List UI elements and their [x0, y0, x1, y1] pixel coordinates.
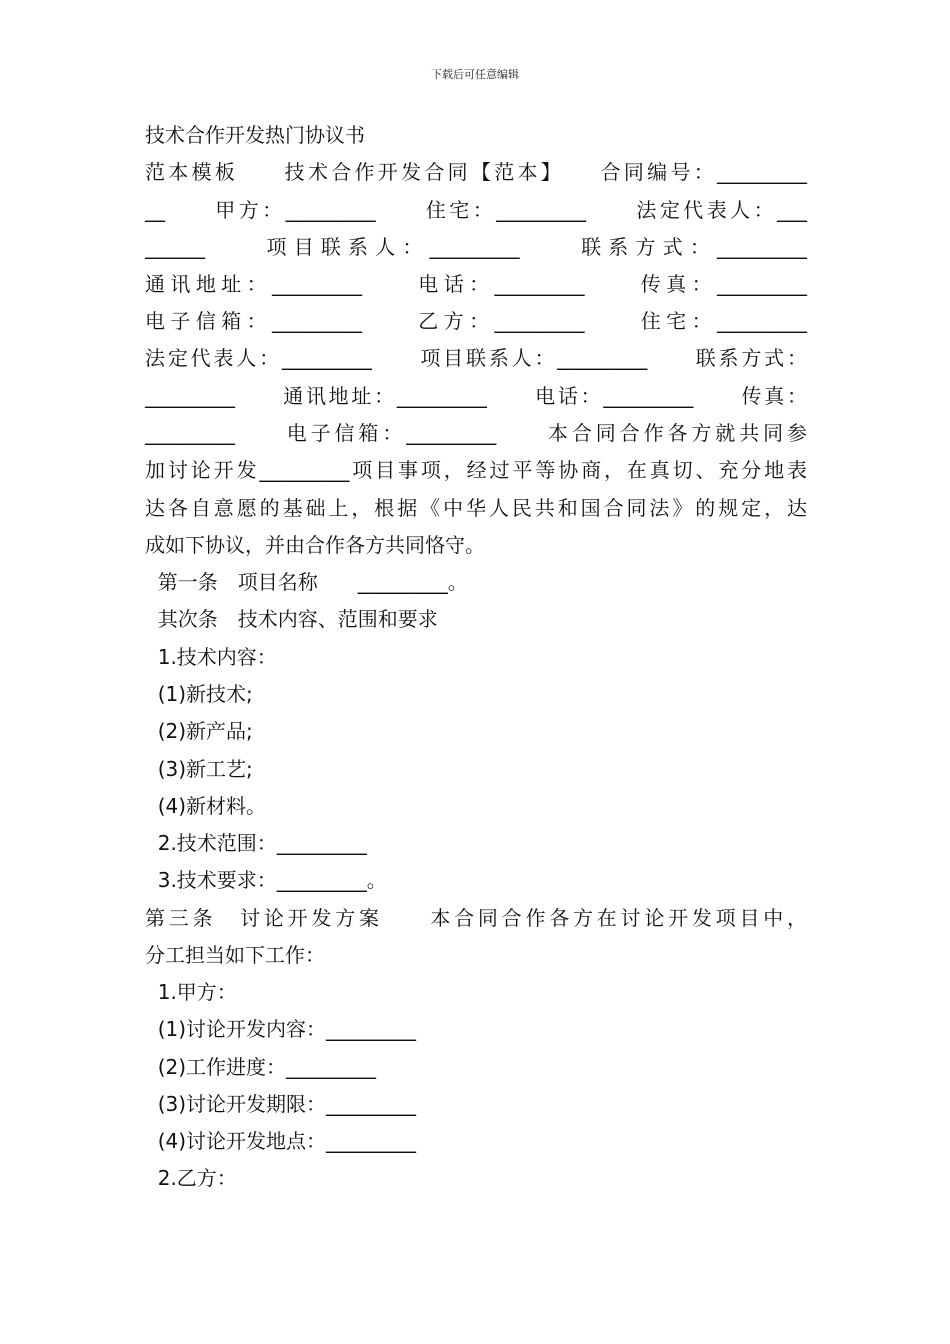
- text-line: 达各自意愿的基础上，根据《中华人民共和国合同法》的规定，达: [145, 496, 807, 520]
- list-item: 2.乙方：: [145, 1166, 237, 1190]
- text-line: ______ 项目联系人：_________ 联系方式：_________: [145, 235, 807, 259]
- list-item: 2.技术范围：_________: [145, 831, 367, 855]
- list-item: 3.技术要求：_________。: [145, 868, 387, 892]
- article-heading: 第一条 项目名称 _________。: [145, 570, 468, 594]
- list-item: (1)新技术;: [145, 682, 253, 706]
- list-item: (3)讨论开发期限：_________: [145, 1092, 417, 1116]
- list-item: (3)新工艺;: [145, 757, 253, 781]
- text-line: 范本模板 技术合作开发合同【范本】 合同编号：_________: [145, 160, 807, 184]
- text-line: 分工担当如下工作：: [145, 943, 325, 967]
- list-item: (1)讨论开发内容：_________: [145, 1017, 417, 1041]
- document-title: 技术合作开发热门协议书: [145, 123, 365, 147]
- list-item: (4)新材料。: [145, 794, 267, 818]
- text-line: _________ 电子信箱：_________ 本合同合作各方就共同参: [145, 421, 807, 445]
- list-item: (2)工作进度：_________: [145, 1055, 377, 1079]
- article-heading: 第三条 讨论开发方案 本合同合作各方在讨论开发项目中，: [145, 906, 807, 930]
- text-line: 成如下协议，并由合作各方共同恪守。: [145, 533, 485, 557]
- text-line: 通讯地址：_________ 电话：_________ 传真：_________: [145, 272, 807, 296]
- list-item: (2)新产品;: [145, 719, 253, 743]
- text-line: 法定代表人：_________ 项目联系人：_________ 联系方式：: [145, 346, 807, 370]
- list-item: 1.技术内容：: [145, 645, 277, 669]
- list-item: (4)讨论开发地点：_________: [145, 1129, 417, 1153]
- text-line: 加讨论开发_________项目事项，经过平等协商，在真切、充分地表: [145, 458, 807, 482]
- text-line: __ 甲方：_________ 住宅：_________ 法定代表人：___: [145, 198, 807, 222]
- article-heading: 其次条 技术内容、范围和要求: [145, 607, 438, 631]
- list-item: 1.甲方：: [145, 980, 237, 1004]
- text-line: _________ 通讯地址：_________ 电话：_________ 传真：: [145, 384, 807, 408]
- text-line: 电子信箱：_________ 乙方：_________ 住宅：_________: [145, 309, 807, 333]
- page-header-note: 下载后可任意编辑: [431, 68, 519, 81]
